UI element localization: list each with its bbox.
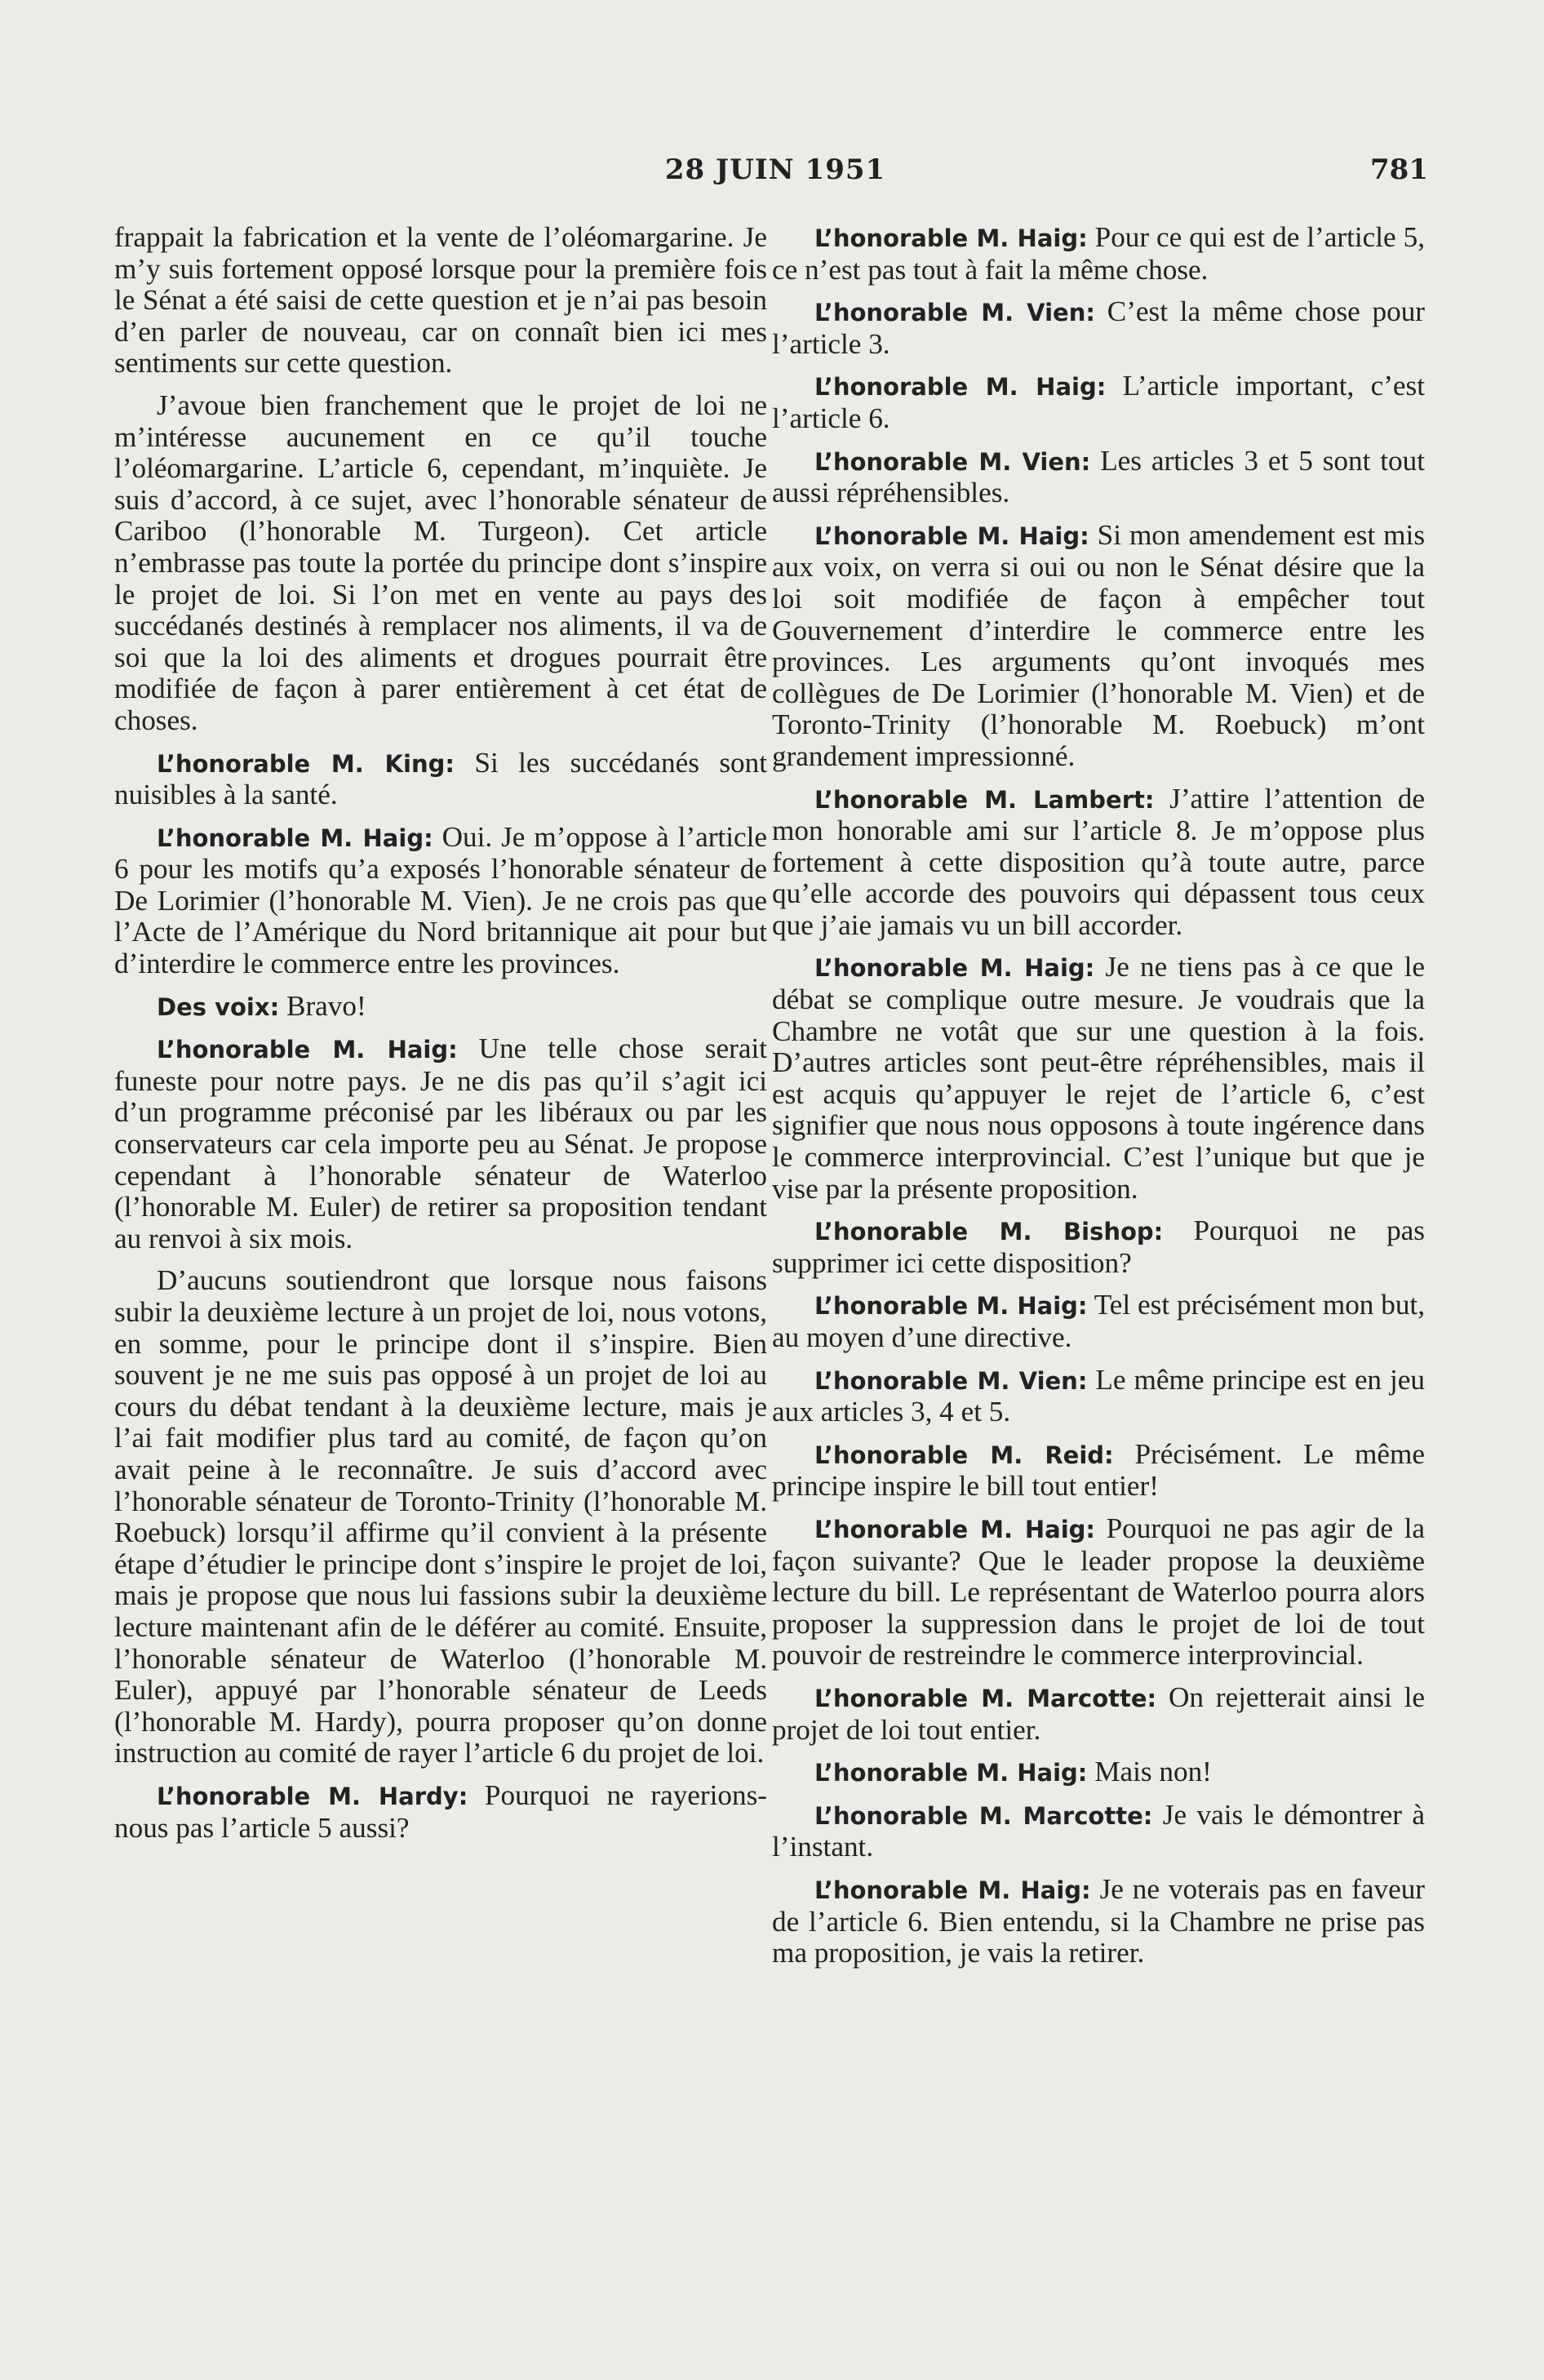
paragraph bbox=[114, 222, 767, 380]
speaker-name: L’honorable M. Haig: bbox=[814, 1515, 1095, 1543]
speaker-name: L’honorable M. King: bbox=[157, 749, 455, 778]
speech-text: Je ne voterais pas en faveur de l’article 6. Bien entendu, si la Chambre ne prise pas ma proposition, je vais la retirer. bbox=[772, 1872, 1426, 1969]
speech bbox=[772, 222, 1425, 286]
paragraph bbox=[114, 1265, 767, 1769]
speech bbox=[772, 520, 1425, 773]
page-number: 781 bbox=[1370, 153, 1428, 186]
speaker-name: L’honorable M. Haig: bbox=[814, 1292, 1088, 1321]
speech-text: Pourquoi ne pas agir de la façon suivante? Que le leader propose la deuxième lecture du bill. Le représentant de Waterloo pourra alors proposer la suppression dans le projet de loi de tout pouvoir de restreindre le commerce interprovincial. bbox=[772, 1512, 1426, 1672]
speech bbox=[114, 1780, 767, 1844]
speech bbox=[772, 1682, 1425, 1746]
speech bbox=[772, 446, 1425, 509]
speech bbox=[772, 1800, 1425, 1863]
speech bbox=[772, 1439, 1425, 1503]
speech-text: Le même principe est en jeu aux articles 3, 4 et 5. bbox=[772, 1363, 1425, 1428]
speech bbox=[772, 371, 1425, 434]
speech-text: On rejetterait ainsi le projet de loi tout entier. bbox=[772, 1681, 1425, 1746]
speaker-name: L’honorable M. Reid: bbox=[814, 1441, 1114, 1469]
speech-text: Pour ce qui est de l’article 5, ce n’est pas tout à fait la même chose. bbox=[772, 221, 1425, 286]
page-header bbox=[122, 153, 1428, 194]
speaker-name: Des voix: bbox=[157, 992, 280, 1021]
speaker-name: L’honorable M. Haig: bbox=[814, 522, 1089, 550]
speaker-name: L’honorable M. Vien: bbox=[814, 447, 1091, 476]
speaker-name: L’honorable M. Hardy: bbox=[157, 1782, 468, 1810]
speech-text: Les articles 3 et 5 sont tout aussi répréhensibles. bbox=[772, 444, 1425, 509]
speech bbox=[772, 952, 1425, 1205]
paragraph-text: J’avoue bien franchement que le projet de loi ne m’intéresse aucunement en ce qu’il touche l’oléomargarine. L’article 6, cependant, m’inquiète. Je suis d’accord, à ce sujet, avec l’honorable sénateur de Cariboo (l’honorable M. Turgeon). Cet article n’embrasse pas toute la portée du principe dont s’inspire le projet de loi. Si l’on met en vente au pays des succédanés destinés à remplacer nos aliments, il va de soi que la loi des aliments et drogues pourrait être modifiée de façon à parer entièrement à cet état de choses. bbox=[114, 389, 767, 736]
speech-text: Précisément. Le même principe inspire le bill tout entier! bbox=[772, 1437, 1425, 1503]
speech bbox=[114, 822, 767, 980]
page-date: 28 JUIN 1951 bbox=[664, 153, 886, 186]
speech bbox=[114, 991, 767, 1023]
speaker-name: L’honorable M. Vien: bbox=[814, 1366, 1088, 1395]
paragraph bbox=[114, 390, 767, 737]
speaker-name: L’honorable M. Marcotte: bbox=[814, 1801, 1153, 1830]
speech-text: C’est la même chose pour l’article 3. bbox=[772, 295, 1426, 360]
speech bbox=[114, 748, 767, 811]
left-column bbox=[114, 222, 767, 1854]
speaker-name: L’honorable M. Haig: bbox=[814, 1876, 1091, 1904]
speech bbox=[772, 1756, 1425, 1789]
speech-text: Oui. Je m’oppose à l’article 6 pour les motifs qu’a exposés l’honorable sénateur de De Lorimier (l’honorable M. Vien). Je ne crois pas que l’Acte de l’Amérique du Nord britannique ait pour but d’interdire le commerce entre les provinces. bbox=[114, 820, 767, 980]
speech-text: Je ne tiens pas à ce que le débat se complique outre mesure. Je voudrais que la Chambre ne votât que sur une question à la fois. D’autres articles sont peut-être répréhensibles, mais il est acquis qu’appuyer le rejet de l’article 6, c’est signifier que nous nous opposons à toute ingérence dans le commerce interprovincial. C’est l’unique but que je vise par la présente proposition. bbox=[772, 951, 1426, 1205]
speech-text: Une telle chose serait funeste pour notre pays. Je ne dis pas qu’il s’agit ici d’un programme préconisé par les libéraux ou par les conservateurs car cela importe peu au Sénat. Je propose cependant à l’honorable sénateur de Waterloo (l’honorable M. Euler) de retirer sa proposition tendant au renvoi à six mois. bbox=[114, 1032, 767, 1254]
speech-text: Mais non! bbox=[1094, 1756, 1212, 1788]
speech bbox=[772, 1874, 1425, 1969]
speech bbox=[114, 1033, 767, 1254]
speaker-name: L’honorable M. Haig: bbox=[157, 824, 433, 852]
speaker-name: L’honorable M. Haig: bbox=[814, 224, 1088, 252]
speaker-name: L’honorable M. Haig: bbox=[157, 1036, 458, 1064]
speech bbox=[772, 1513, 1425, 1672]
speech bbox=[772, 1365, 1425, 1428]
speaker-name: L’honorable M. Marcotte: bbox=[814, 1684, 1157, 1712]
speech bbox=[772, 1290, 1425, 1353]
right-column bbox=[772, 222, 1425, 1980]
speech-text: Si mon amendement est mis aux voix, on verra si oui ou non le Sénat désire que la loi soit modifiée de façon à empêcher tout Gouvernement d’interdire le commerce entre les provinces. Les arguments qu’ont invoqués mes collègues de De Lorimier (l’honorable M. Vien) et de Toronto-Trinity (l’honorable M. Roebuck) m’ont grandement impressionné. bbox=[772, 518, 1426, 772]
speaker-name: L’honorable M. Haig: bbox=[814, 373, 1107, 402]
speaker-name: L’honorable M. Bishop: bbox=[814, 1218, 1164, 1246]
speaker-name: L’honorable M. Haig: bbox=[814, 1759, 1088, 1787]
speech-text: Bravo! bbox=[286, 989, 366, 1022]
speech bbox=[772, 296, 1425, 360]
paragraph-text: D’aucuns soutiendront que lorsque nous faisons subir la deuxième lecture à un projet de loi, nous votons, en somme, pour le principe dont il s’inspire. Bien souvent je ne me suis pas opposé à un projet de loi au cours du débat tendant à la deuxième lecture, mais je l’ai fait modifier plus tard au comité, de façon qu’on avait peine à le reconnaître. Je suis d’accord avec l’honorable sénateur de Toronto-Trinity (l’honorable M. Roebuck) lorsqu’il affirme qu’il convient à la présente étape d’étudier le principe dont s’inspire le projet de loi, mais je propose que nous lui fassions subir la deuxième lecture maintenant afin de le déférer au comité. Ensuite, l’honorable sénateur de Waterloo (l’honorable M. Euler), appuyé par l’honorable sénateur de Leeds (l’honorable M. Hardy), pourra proposer qu’on donne instruction au comité de rayer l’article 6 du projet de loi. bbox=[114, 1264, 767, 1769]
paragraph-text: frappait la fabrication et la vente de l’oléomargarine. Je m’y suis fortement opposé lorsque pour la première fois le Sénat a été saisi de cette question et je n’ai pas besoin d’en parler de nouveau, car on connaît bien ici mes sentiments sur cette question. bbox=[114, 221, 767, 380]
speech bbox=[772, 1215, 1425, 1279]
speech-text: Pourquoi ne rayerions-nous pas l’article 5 aussi? bbox=[114, 1778, 768, 1844]
speech bbox=[772, 784, 1425, 942]
speech-text: J’attire l’attention de mon honorable ami sur l’article 8. Je m’oppose plus fortement à cette disposition qu’à toute autre, parce qu’elle accorde des pouvoirs qui dépassent tous ceux que j’aie jamais vu un bill accorder. bbox=[772, 782, 1425, 941]
speaker-name: L’honorable M. Lambert: bbox=[814, 785, 1155, 814]
speaker-name: L’honorable M. Vien: bbox=[814, 299, 1095, 327]
speech-text: Tel est précisément mon but, au moyen d’une directive. bbox=[772, 1289, 1425, 1353]
speech-text: L’article important, c’est l’article 6. bbox=[772, 370, 1426, 434]
speaker-name: L’honorable M. Haig: bbox=[814, 954, 1095, 983]
speech-text: Si les succédanés sont nuisibles à la santé. bbox=[114, 746, 768, 811]
speech-text: Pourquoi ne pas supprimer ici cette disposition? bbox=[772, 1214, 1425, 1279]
speech-text: Je vais le démontrer à l’instant. bbox=[772, 1798, 1426, 1863]
